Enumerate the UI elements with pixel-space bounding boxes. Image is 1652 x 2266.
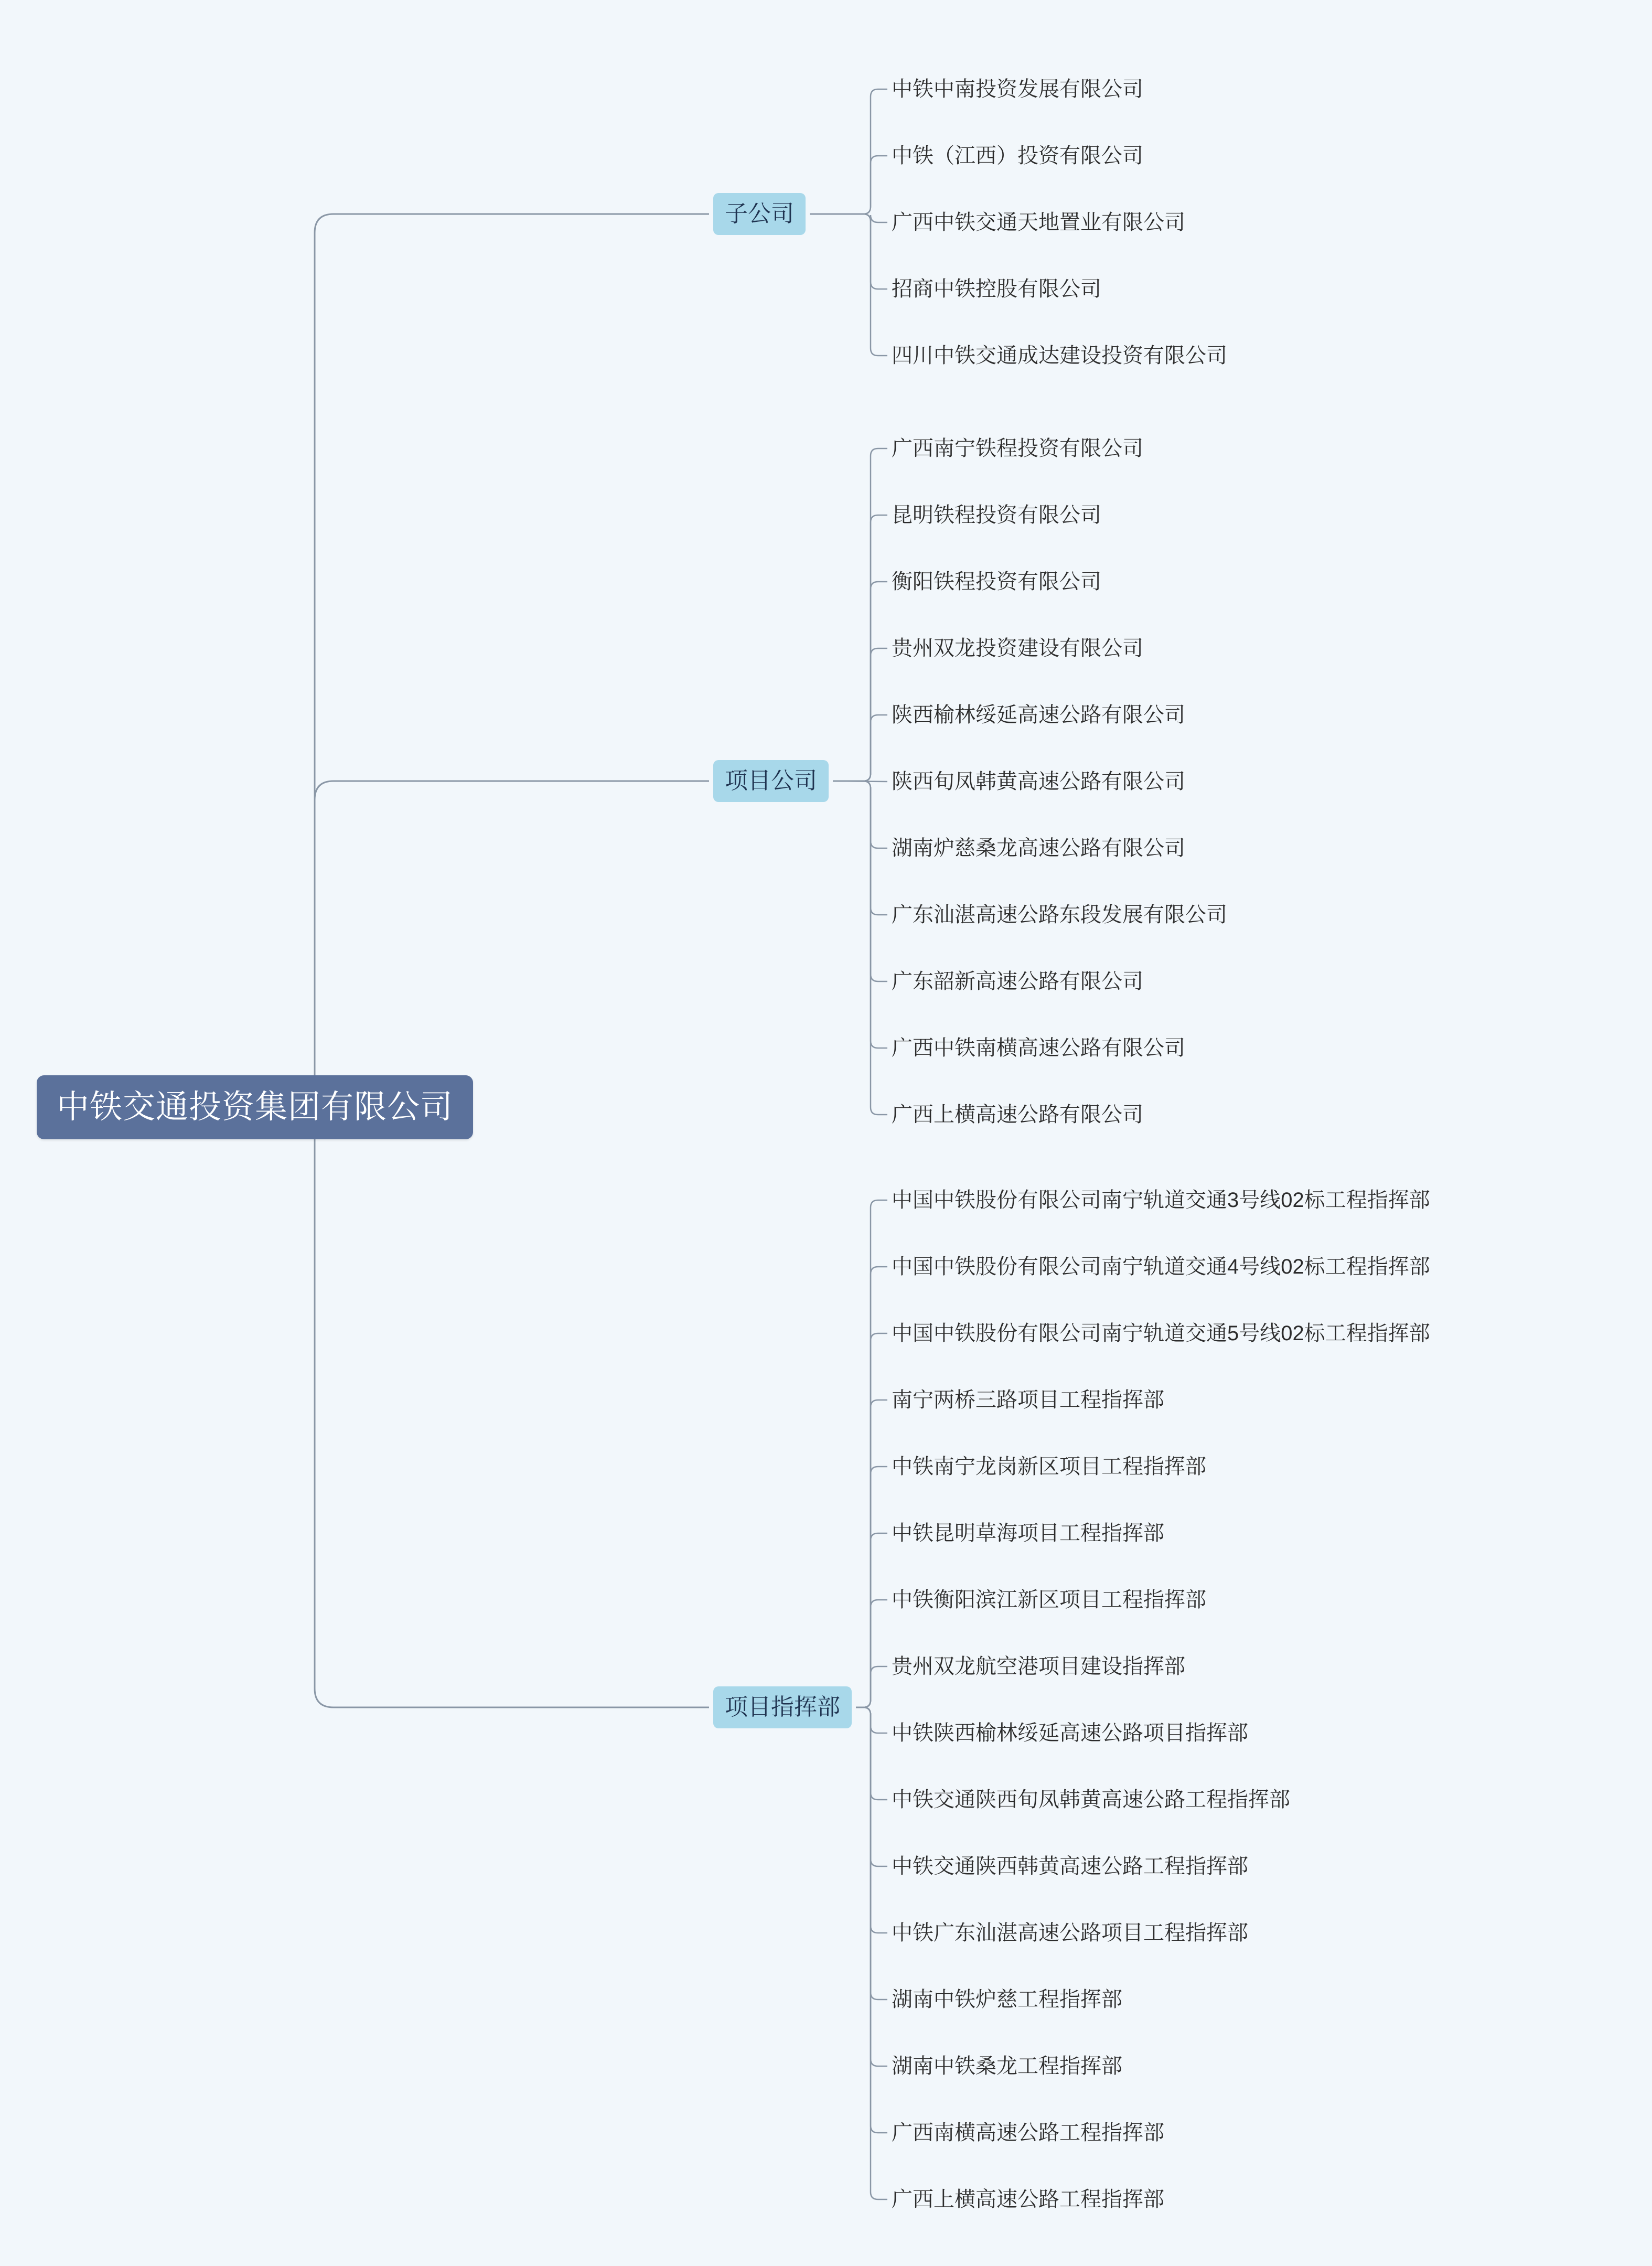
leaf-node[interactable]: 昆明铁程投资有限公司 xyxy=(892,504,1101,527)
leaf-node[interactable]: 中国中铁股份有限公司南宁轨道交通3号线02标工程指挥部 xyxy=(892,1189,1430,1212)
leaf-node[interactable]: 广西南宁铁程投资有限公司 xyxy=(892,437,1143,460)
leaf-node[interactable]: 广西中铁南横高速公路有限公司 xyxy=(892,1036,1185,1060)
leaf-node[interactable]: 中铁陕西榆林绥延高速公路项目指挥部 xyxy=(892,1722,1248,1745)
leaf-node[interactable]: 中铁中南投资发展有限公司 xyxy=(892,78,1143,101)
leaf-node[interactable]: 中铁交通陕西旬凤韩黄高速公路工程指挥部 xyxy=(892,1788,1290,1811)
leaf-node[interactable]: 中铁昆明草海项目工程指挥部 xyxy=(892,1522,1164,1545)
leaf-node[interactable]: 中国中铁股份有限公司南宁轨道交通5号线02标工程指挥部 xyxy=(892,1322,1430,1345)
leaf-node[interactable]: 中国中铁股份有限公司南宁轨道交通4号线02标工程指挥部 xyxy=(892,1255,1430,1278)
leaf-node[interactable]: 贵州双龙投资建设有限公司 xyxy=(892,637,1143,660)
leaf-node[interactable]: 中铁（江西）投资有限公司 xyxy=(892,144,1143,167)
leaf-node[interactable]: 中铁南宁龙岗新区项目工程指挥部 xyxy=(892,1455,1206,1478)
leaf-node[interactable]: 广西上横高速公路工程指挥部 xyxy=(892,2188,1164,2211)
leaf-node[interactable]: 中铁广东汕湛高速公路项目工程指挥部 xyxy=(892,1921,1248,1944)
leaf-node[interactable]: 广东韶新高速公路有限公司 xyxy=(892,970,1143,993)
branch-node-3[interactable]: 项目指挥部 xyxy=(713,1686,852,1728)
leaf-node[interactable]: 陕西旬凤韩黄高速公路有限公司 xyxy=(892,770,1185,793)
leaf-node[interactable]: 广东汕湛高速公路东段发展有限公司 xyxy=(892,903,1227,926)
leaf-node[interactable]: 四川中铁交通成达建设投资有限公司 xyxy=(892,344,1227,367)
leaf-node[interactable]: 广西南横高速公路工程指挥部 xyxy=(892,2121,1164,2144)
leaf-node[interactable]: 湖南中铁桑龙工程指挥部 xyxy=(892,2055,1122,2078)
leaf-node[interactable]: 广西上横高速公路有限公司 xyxy=(892,1103,1143,1126)
leaf-node[interactable]: 招商中铁控股有限公司 xyxy=(892,277,1101,301)
branch-node-1[interactable]: 子公司 xyxy=(713,193,806,235)
leaf-node[interactable]: 南宁两桥三路项目工程指挥部 xyxy=(892,1388,1164,1412)
leaf-node[interactable]: 陕西榆林绥延高速公路有限公司 xyxy=(892,703,1185,726)
leaf-node[interactable]: 广西中铁交通天地置业有限公司 xyxy=(892,211,1185,234)
leaf-node[interactable]: 湖南中铁炉慈工程指挥部 xyxy=(892,1988,1122,2011)
root-node[interactable]: 中铁交通投资集团有限公司 xyxy=(37,1075,473,1139)
leaf-node[interactable]: 衡阳铁程投资有限公司 xyxy=(892,570,1101,593)
leaf-node[interactable]: 中铁衡阳滨江新区项目工程指挥部 xyxy=(892,1588,1206,1611)
leaf-node[interactable]: 贵州双龙航空港项目建设指挥部 xyxy=(892,1655,1185,1678)
leaf-node[interactable]: 中铁交通陕西韩黄高速公路工程指挥部 xyxy=(892,1855,1248,1878)
leaf-node[interactable]: 湖南炉慈桑龙高速公路有限公司 xyxy=(892,837,1185,860)
branch-node-2[interactable]: 项目公司 xyxy=(713,760,829,802)
